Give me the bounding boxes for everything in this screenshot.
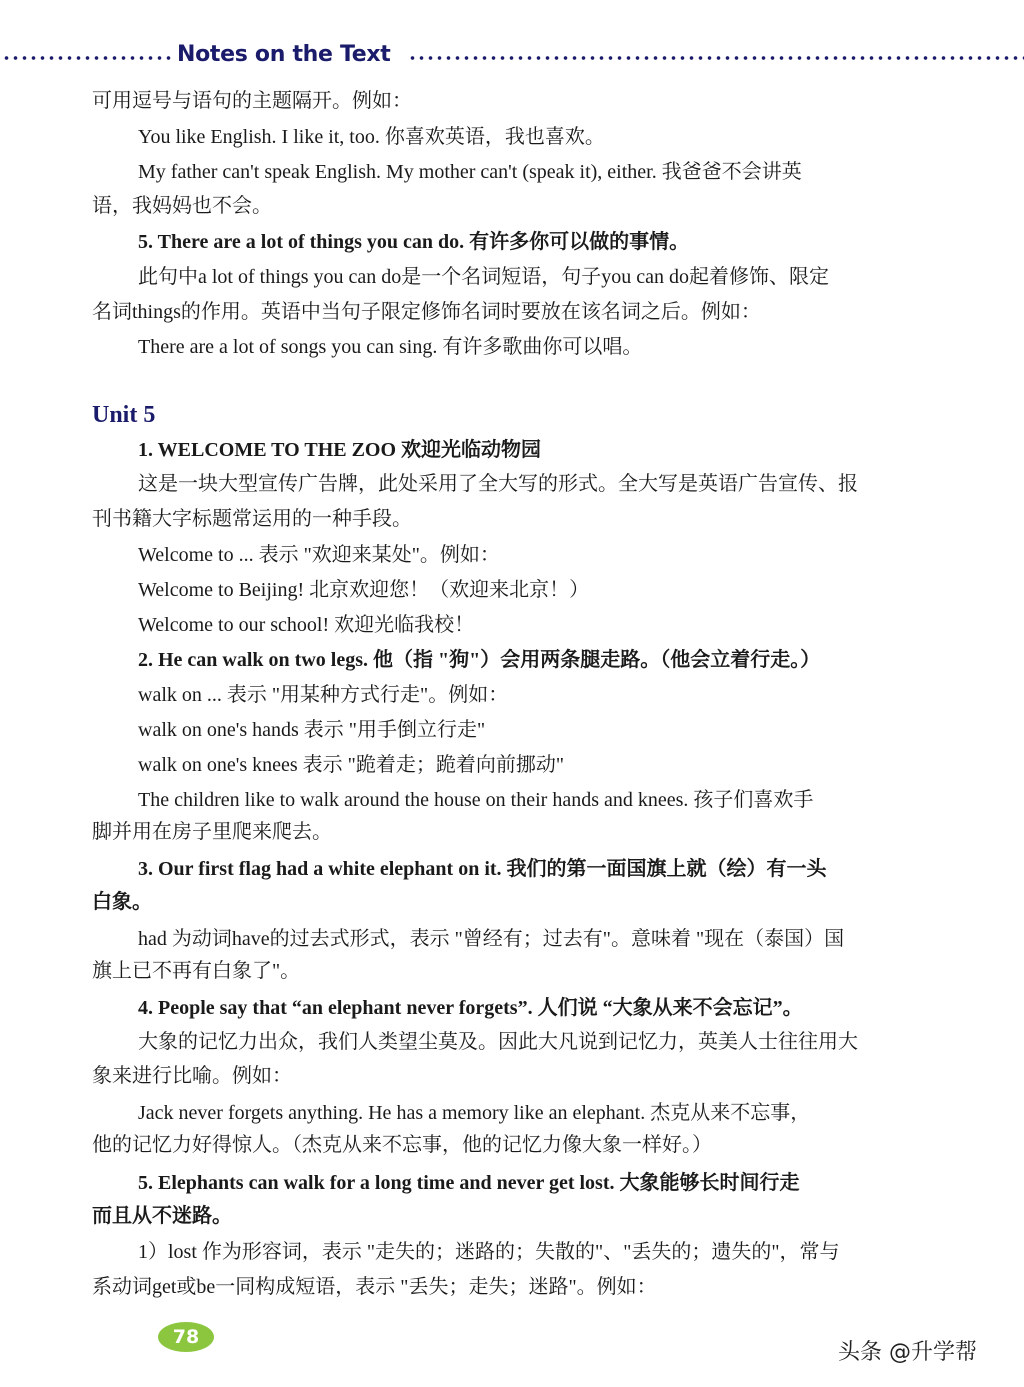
paragraph-line: 象来进行比喻。例如： (92, 1065, 292, 1087)
example-line: 他的记忆力好得惊人。（杰克从来不忘事，他的记忆力像大象一样好。） (92, 1134, 712, 1156)
paragraph-line: 系动词get或be一同构成短语，表示 "丢失；走失；迷路"。例如： (92, 1276, 657, 1298)
paragraph-line: 可用逗号与语句的主题隔开。例如： (92, 90, 412, 112)
example-line: Welcome to ... 表示 "欢迎来某处"。例如： (138, 544, 500, 566)
section-title: Notes on the Text (177, 42, 391, 67)
example-line: walk on one's knees 表示 "跪着走；跪着向前挪动" (138, 754, 565, 776)
paragraph-line: 刊书籍大字标题常运用的一种手段。 (92, 508, 412, 530)
note-title: 1. WELCOME TO THE ZOO 欢迎光临动物园 (138, 439, 542, 461)
example-line: walk on one's hands 表示 "用手倒立行走" (138, 719, 486, 741)
example-line: My father can't speak English. My mother can't (speak it), either. 我爸爸不会讲英 (138, 161, 802, 183)
example-line: Welcome to our school! 欢迎光临我校！ (138, 614, 475, 636)
note-title: 5. There are a lot of things you can do. 有许多你可以做的事情。 (138, 231, 690, 253)
paragraph-line: 大象的记忆力出众，我们人类望尘莫及。因此大凡说到记忆力，英美人士往往用大 (138, 1031, 858, 1053)
note-title: 3. Our first flag had a white elephant on it. 我们的第一面国旗上就（绘）有一头 (138, 858, 827, 880)
note-title: 5. Elephants can walk for a long time and never get lost. 大象能够长时间行走 (138, 1172, 800, 1194)
example-line: The children like to walk around the house on their hands and knees. 孩子们喜欢手 (138, 789, 814, 811)
paragraph-line: 此句中a lot of things you can do是一个名词短语，句子you can do起着修饰、限定 (138, 266, 830, 288)
example-line: There are a lot of songs you can sing. 有许多歌曲你可以唱。 (138, 336, 643, 358)
paragraph-line: 旗上已不再有白象了"。 (92, 960, 301, 982)
paragraph-line: had 为动词have的过去式形式，表示 "曾经有；过去有"。意味着 "现在（泰国）国 (138, 928, 845, 950)
example-line: Jack never forgets anything. He has a memory like an elephant. 杰克从来不忘事， (138, 1102, 811, 1124)
example-line: walk on ... 表示 "用某种方式行走"。例如： (138, 684, 509, 706)
example-line: 语，我妈妈也不会。 (92, 195, 272, 217)
note-title: 2. He can walk on two legs. 他（指 "狗"）会用两条腿走路。（他会立着行走。） (138, 649, 821, 671)
example-line: 脚并用在房子里爬来爬去。 (92, 821, 332, 843)
note-title: 4. People say that “an elephant never forgets”. 人们说 “大象从来不会忘记”。 (138, 997, 803, 1019)
example-line: Welcome to Beijing! 北京欢迎您！（欢迎来北京！） (138, 579, 590, 601)
watermark: 头条 @升学帮 (838, 1340, 977, 1365)
paragraph-line: 1）lost 作为形容词，表示 "走失的；迷路的；失散的"、"丢失的；遗失的"，常与 (138, 1241, 840, 1263)
dotted-rule-left (2, 55, 172, 61)
note-title-cont: 而且从不迷路。 (92, 1205, 232, 1227)
note-title-cont: 白象。 (92, 891, 152, 913)
dotted-rule-right (408, 55, 1024, 61)
paragraph-line: 名词things的作用。英语中当句子限定修饰名词时要放在该名词之后。例如： (92, 301, 761, 323)
paragraph-line: 这是一块大型宣传广告牌，此处采用了全大写的形式。全大写是英语广告宣传、报 (138, 473, 858, 495)
unit-heading: Unit 5 (92, 402, 156, 428)
page-number-badge: 78 (158, 1322, 214, 1352)
example-line: You like English. I like it, too. 你喜欢英语，我也喜欢。 (138, 126, 605, 148)
section-header (0, 40, 1024, 74)
